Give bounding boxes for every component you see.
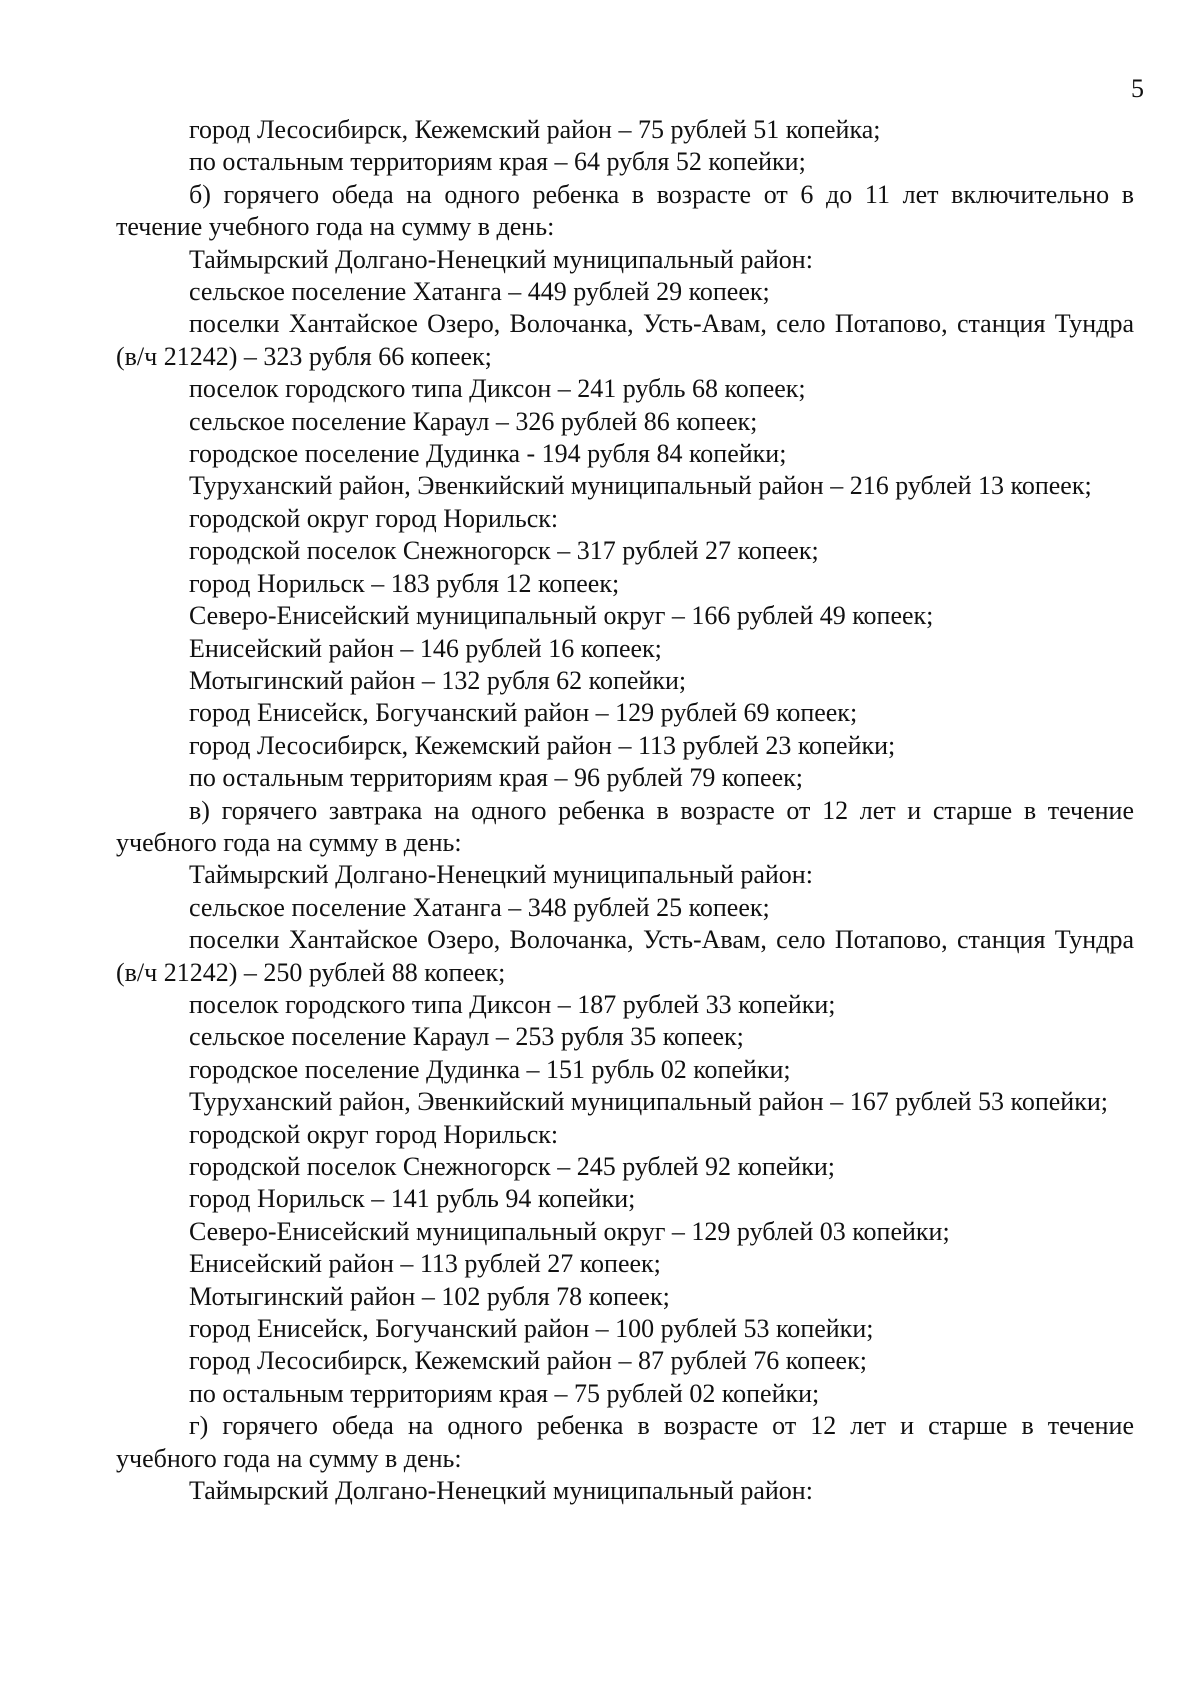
- paragraph: по остальным территориям края – 96 рублей 79 копеек;: [189, 763, 803, 793]
- paragraph: город Лесосибирск, Кежемский район – 113 рублей 23 копейки;: [189, 730, 896, 760]
- paragraph: Туруханский район, Эвенкийский муниципальный район – 216 рублей 13 копеек;: [189, 471, 1092, 501]
- paragraph: Енисейский район – 146 рублей 16 копеек;: [189, 633, 662, 663]
- paragraph: городской поселок Снежногорск – 245 рублей 92 копейки;: [189, 1152, 835, 1181]
- paragraph: городской округ город Норильск:: [189, 503, 559, 533]
- paragraph: Енисейский район – 113 рублей 27 копеек;: [189, 1249, 661, 1279]
- document-body: [116, 114, 1134, 1507]
- paragraph: город Норильск – 141 рубль 94 копейки;: [189, 1184, 636, 1214]
- paragraph: в) горячего завтрака на одного ребенка в возрасте от 12 лет и старше в течение учебного года на сумму в день:: [116, 795, 1134, 857]
- paragraph: город Енисейск, Богучанский район – 100 рублей 53 копейки;: [189, 1314, 874, 1344]
- paragraph: по остальным территориям края – 75 рублей 02 копейки;: [189, 1378, 820, 1408]
- paragraph: сельское поселение Караул – 326 рублей 86 копеек;: [189, 406, 758, 436]
- paragraph: город Енисейск, Богучанский район – 129 рублей 69 копеек;: [189, 698, 858, 728]
- paragraph: поселки Хантайское Озеро, Волочанка, Усть-Авам, село Потапово, станция Тундра (в/ч 21242) – 250 рублей 88 копеек;: [116, 925, 1134, 987]
- page-number: 5: [1131, 74, 1144, 103]
- paragraph: Северо-Енисейский муниципальный округ – 129 рублей 03 копейки;: [189, 1216, 950, 1246]
- paragraph: городской поселок Снежногорск – 317 рублей 27 копеек;: [189, 536, 819, 566]
- paragraph: город Лесосибирск, Кежемский район – 87 рублей 76 копеек;: [189, 1346, 867, 1376]
- paragraph: Таймырский Долгано-Ненецкий муниципальный район:: [189, 244, 813, 274]
- paragraph: городское поселение Дудинка - 194 рубля 84 копейки;: [189, 439, 787, 469]
- paragraph: город Норильск – 183 рубля 12 копеек;: [189, 568, 620, 598]
- paragraph: Таймырский Долгано-Ненецкий муниципальный район:: [189, 1476, 813, 1506]
- paragraph: сельское поселение Караул – 253 рубля 35 копеек;: [189, 1022, 744, 1052]
- paragraph: городское поселение Дудинка – 151 рубль 02 копейки;: [189, 1054, 791, 1084]
- paragraph: поселок городского типа Диксон – 241 рубль 68 копеек;: [189, 374, 806, 404]
- paragraph: по остальным территориям края – 64 рубля 52 копейки;: [189, 147, 806, 177]
- paragraph: поселки Хантайское Озеро, Волочанка, Усть-Авам, село Потапово, станция Тундра (в/ч 21242) – 323 рубля 66 копеек;: [116, 309, 1134, 371]
- paragraph: б) горячего обеда на одного ребенка в возрасте от 6 до 11 лет включительно в течение учебного года на сумму в день:: [116, 179, 1134, 242]
- paragraph: сельское поселение Хатанга – 348 рублей 25 копеек;: [189, 892, 770, 922]
- paragraph: сельское поселение Хатанга – 449 рублей 29 копеек;: [189, 277, 770, 307]
- paragraph: г) горячего обеда на одного ребенка в возрасте от 12 лет и старше в течение учебного года на сумму в день:: [116, 1411, 1134, 1473]
- paragraph: Мотыгинский район – 132 рубля 62 копейки;: [189, 665, 687, 695]
- paragraph: городской округ город Норильск:: [189, 1119, 559, 1149]
- paragraph: поселок городского типа Диксон – 187 рублей 33 копейки;: [189, 989, 836, 1019]
- paragraph: Таймырский Долгано-Ненецкий муниципальный район:: [189, 860, 813, 890]
- paragraph: Мотыгинский район – 102 рубля 78 копеек;: [189, 1281, 670, 1311]
- paragraph: Туруханский район, Эвенкийский муниципальный район – 167 рублей 53 копейки;: [189, 1087, 1108, 1117]
- paragraph: Северо-Енисейский муниципальный округ – 166 рублей 49 копеек;: [189, 601, 934, 631]
- paragraph: город Лесосибирск, Кежемский район – 75 рублей 51 копейка;: [189, 115, 881, 144]
